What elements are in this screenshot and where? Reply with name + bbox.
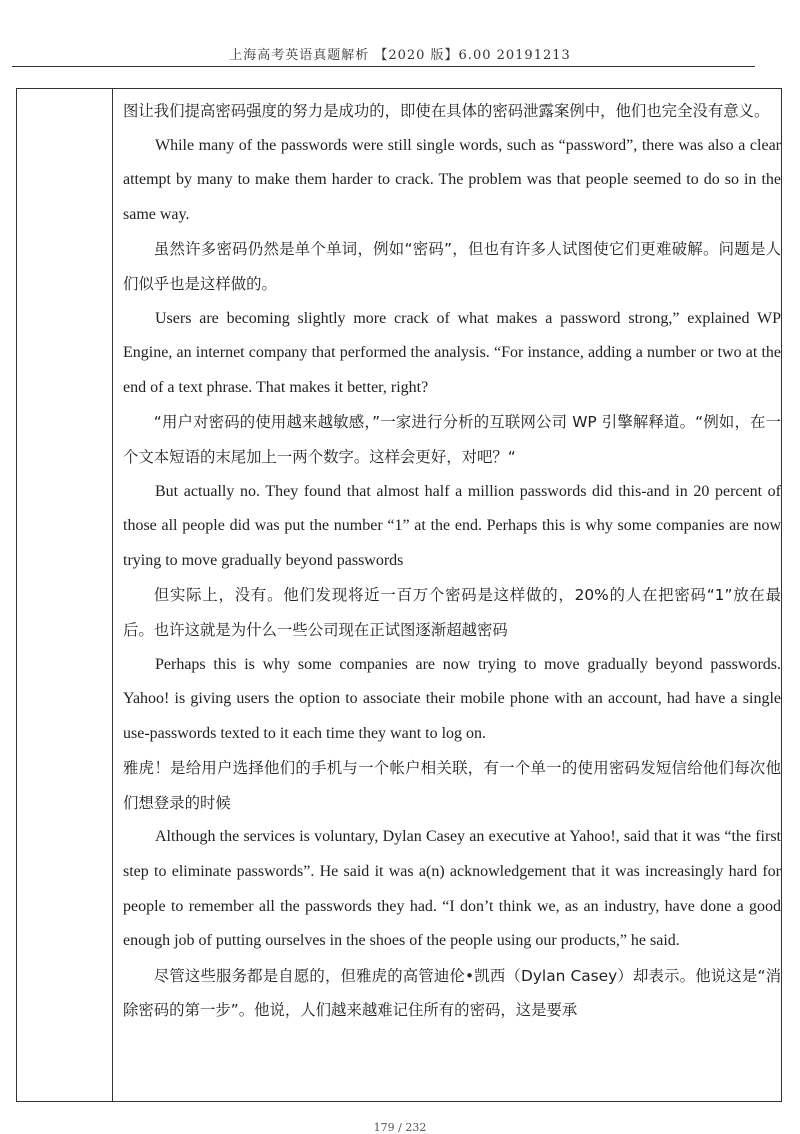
paragraph-cn-3: “用户对密码的使用越来越敏感，”一家进行分析的互联网公司 WP 引擎解释道。“例如，在一个文本短语的末尾加上一两个数字。这样会更好，对吧？“	[123, 413, 781, 466]
paragraph-cn-2: 虽然许多密码仍然是单个单词，例如“密码”，但也有许多人试图使它们更难破解。问题是人们似乎也是这样做的。	[123, 240, 781, 293]
page-number: 179 / 232	[373, 1121, 427, 1134]
paragraph-cn-5: 雅虎！是给用户选择他们的手机与一个帐户相关联，有一个单一的使用密码发短信给他们每次他们想登录的时候	[123, 759, 781, 812]
paragraph-en-2: Users are becoming slightly more crack of what makes a password strong,” explained WP Engine, an internet company that performed the analysis. “For instance, adding a number or two at the end of a text phrase. That makes it better, right?	[123, 309, 781, 396]
page-header: 上海高考英语真题解析 【2020 版】6.00 20191213	[229, 48, 571, 63]
paragraph-en-3: But actually no. They found that almost half a million passwords did this-and in 20 percent of those all people did was put the number “1” at the end. Perhaps this is why some companies are now trying to move gradually beyond passwords	[123, 482, 781, 569]
paragraph-en-5: Although the services is voluntary, Dylan Casey an executive at Yahoo!, said that it was “the first step to eliminate passwords”. He said it was a(n) acknowledgement that it was increasingly hard for people to remember all the passwords they had. “I don’t think we, as an industry, have done a good enough job of putting ourselves in the shoes of the people using our products,” he said.	[123, 828, 781, 950]
table-text-column	[113, 89, 781, 1101]
paragraph-cn-1: 图让我们提高密码强度的努力是成功的，即使在具体的密码泄露案例中，他们也完全没有意义。	[123, 102, 770, 120]
paragraph-cn-4: 但实际上，没有。他们发现将近一百万个密码是这样做的，20%的人在把密码“1”放在最后。也许这就是为什么一些公司现在正试图逐渐超越密码	[123, 586, 781, 639]
header-divider	[12, 66, 755, 67]
content-table	[16, 88, 782, 1102]
paragraph-en-1: While many of the passwords were still single words, such as “password”, there was also a clear attempt by many to make them harder to crack. The problem was that people seemed to do so in the same way.	[123, 136, 781, 223]
table-left-column	[17, 89, 113, 1101]
paragraph-cn-6: 尽管这些服务都是自愿的，但雅虎的高管迪伦•凯西（Dylan Casey）却表示。他说这是“消除密码的第一步”。他说，人们越来越难记住所有的密码，这是要承	[123, 966, 781, 1020]
paragraph-en-4: Perhaps this is why some companies are now trying to move gradually beyond passwords. Yahoo! is giving users the option to associate their mobile phone with an account, had have a single use-passwords texted to it each time they want to log on.	[123, 655, 781, 742]
